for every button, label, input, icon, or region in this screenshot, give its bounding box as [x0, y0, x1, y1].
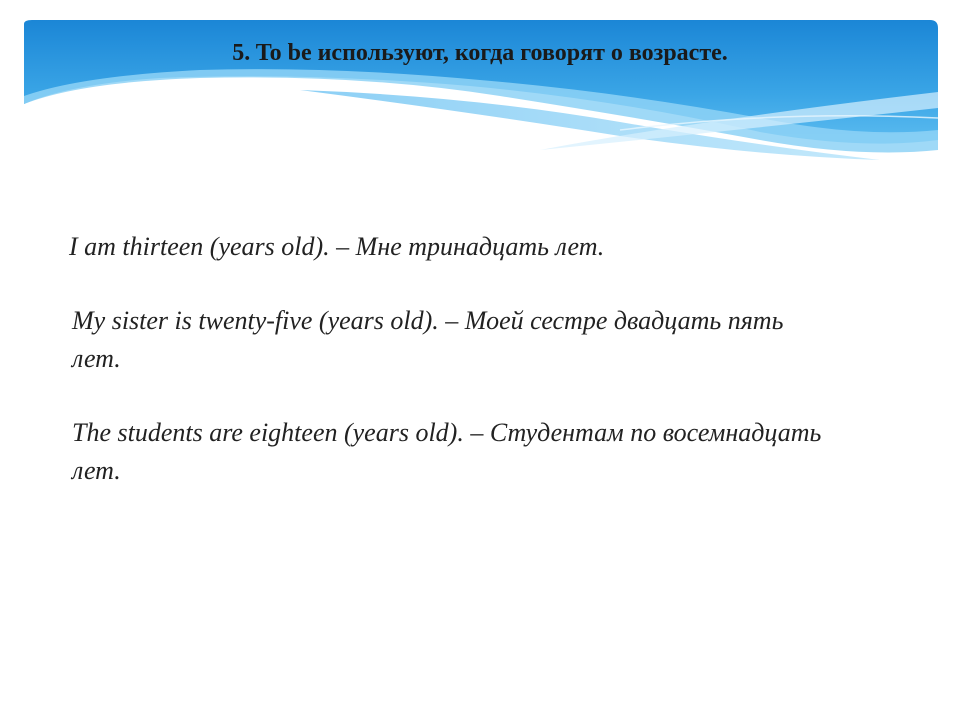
example-1: I am thirteen (years old). – Мне тринадцать лет.: [69, 232, 605, 261]
example-2: My sister is twenty-five (years old). – Моей сестре двадцать пять лет.: [72, 306, 784, 373]
example-3: The students are eighteen (years old). – Студентам по восемнадцать лет.: [72, 418, 822, 485]
slide-title: 5. To be используют, когда говорят о возрасте.: [232, 40, 728, 66]
examples-block: [69, 228, 832, 526]
header-wave-decoration: [0, 0, 960, 180]
